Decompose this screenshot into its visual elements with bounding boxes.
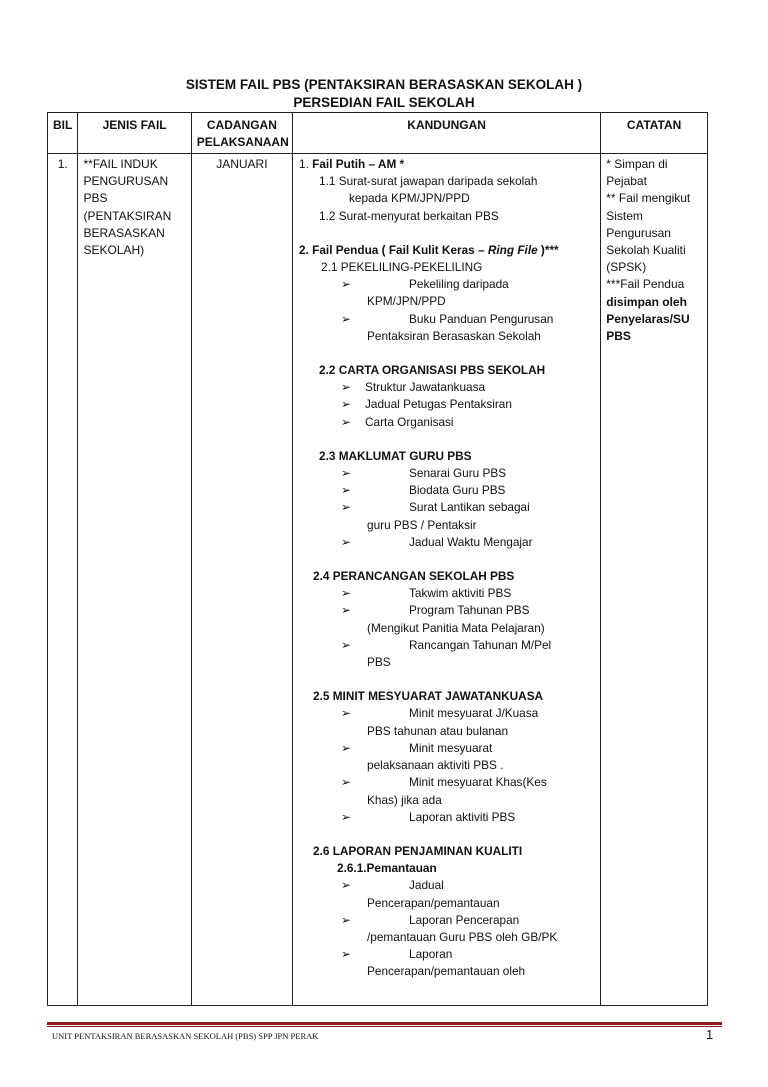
- list-item-text: Minit mesyuarat J/Kuasa: [409, 706, 539, 721]
- section-title-end: )***: [537, 242, 559, 257]
- list-item-text: Jadual: [409, 878, 444, 893]
- list-item: [297, 637, 595, 654]
- header-cadangan: [191, 113, 292, 154]
- list-item-text: Minit mesyuarat Khas(Kes: [409, 775, 547, 790]
- subsection-heading: 2.5 MINIT MESYUARAT JAWATANKUASA: [313, 689, 544, 704]
- jenis-line: PENGURUSAN: [83, 174, 169, 189]
- catatan-line: Sekolah Kualiti: [606, 243, 686, 258]
- arrow-bullet-icon: ➢: [341, 912, 351, 927]
- list-item-continuation: Pencerapan/pemantauan oleh: [367, 964, 526, 979]
- arrow-bullet-icon: ➢: [341, 534, 351, 549]
- subsection-heading: 2.4 PERANCANGAN SEKOLAH PBS: [313, 569, 515, 584]
- list-item-text: Pekeliling daripada: [409, 277, 509, 292]
- arrow-bullet-icon: ➢: [341, 500, 351, 515]
- footer-text: UNIT PENTAKSIRAN BERASASKAN SEKOLAH (PBS) SPP JPN PERAK: [52, 1031, 319, 1041]
- subsection: 1.1 Surat-surat jawapan daripada sekolah: [319, 174, 538, 189]
- list-item-continuation: pelaksanaan aktiviti PBS .: [367, 758, 504, 773]
- list-item-text: Laporan aktiviti PBS: [409, 809, 516, 824]
- header-cadangan-line2: PELAKSANAAN: [196, 135, 289, 149]
- header-bil: BIL: [48, 113, 78, 154]
- list-item-text: Laporan: [409, 947, 453, 962]
- section-title: Fail Putih – AM *: [312, 157, 405, 171]
- cell-jenis-fail: [78, 154, 191, 1006]
- list-item: [297, 946, 595, 963]
- cell-catatan: [601, 154, 708, 1006]
- arrow-bullet-icon: ➢: [341, 809, 351, 824]
- arrow-bullet-icon: ➢: [341, 947, 351, 962]
- jenis-line: **FAIL INDUK: [83, 157, 158, 171]
- sub-subsection-heading: 2.6.1.Pemantauan: [337, 861, 437, 876]
- list-item: [297, 585, 595, 602]
- cell-kandungan: [293, 154, 601, 1006]
- list-item-text: Biodata Guru PBS: [409, 483, 506, 498]
- list-item-continuation: guru PBS / Pentaksir: [367, 517, 477, 532]
- arrow-bullet-icon: ➢: [341, 706, 351, 721]
- list-item: [297, 465, 595, 482]
- arrow-bullet-icon: ➢: [341, 637, 351, 652]
- list-item-continuation: /pemantauan Guru PBS oleh GB/PK: [367, 929, 558, 944]
- list-item-continuation: Pencerapan/pemantauan: [367, 895, 500, 910]
- arrow-bullet-icon: ➢: [341, 775, 351, 790]
- catatan-line: Sistem: [606, 208, 643, 223]
- list-item-text: Program Tahunan PBS: [409, 603, 530, 618]
- section-title-row: [297, 242, 595, 259]
- list-item: [297, 499, 595, 516]
- arrow-bullet-icon: ➢: [341, 414, 351, 429]
- jenis-line: (PENTAKSIRAN: [83, 208, 172, 223]
- list-item-text: Minit mesyuarat: [409, 740, 493, 755]
- arrow-bullet-icon: ➢: [341, 311, 351, 326]
- section-title-italic: Ring File: [487, 242, 538, 257]
- catatan-line: (SPSK): [606, 260, 647, 275]
- jenis-line: BERASASKAN: [83, 225, 165, 240]
- list-item-text: Struktur Jawatankuasa: [365, 380, 486, 395]
- section-number: 2.: [299, 242, 309, 257]
- document-title: SISTEM FAIL PBS (PENTAKSIRAN BERASASKAN SEKOLAH ): [185, 77, 583, 92]
- list-item-text: Buku Panduan Pengurusan: [409, 311, 554, 326]
- catatan-line: ** Fail mengikut: [606, 191, 691, 206]
- list-item-continuation: (Mengikut Panitia Mata Pelajaran): [367, 620, 545, 635]
- list-item-text: Jadual Petugas Pentaksiran: [365, 397, 512, 412]
- list-item-text: Carta Organisasi: [365, 414, 454, 429]
- arrow-bullet-icon: ➢: [341, 878, 351, 893]
- section-title: Fail Pendua ( Fail Kulit Keras –: [312, 242, 488, 257]
- header-cadangan-line1: CADANGAN: [206, 118, 277, 132]
- list-item-text: Surat Lantikan sebagai: [409, 500, 530, 515]
- table-header-row: [48, 113, 708, 154]
- list-item-continuation: Pentaksiran Berasaskan Sekolah: [367, 328, 541, 343]
- catatan-line-bold: Penyelaras/SU: [606, 311, 690, 326]
- catatan-line-bold: PBS: [606, 329, 631, 344]
- list-item-text: Rancangan Tahunan M/Pel: [409, 637, 552, 652]
- subsection-heading: 2.6 LAPORAN PENJAMINAN KUALITI: [313, 843, 523, 858]
- arrow-bullet-icon: ➢: [341, 603, 351, 618]
- header-jenis-fail: JENIS FAIL: [78, 113, 191, 154]
- list-item: [297, 877, 595, 894]
- list-item: [297, 396, 595, 413]
- footer-rule-thin: [47, 1026, 722, 1027]
- list-item-text: Senarai Guru PBS: [409, 466, 507, 481]
- list-item: [297, 912, 595, 929]
- list-item: [297, 311, 595, 328]
- file-system-table: [47, 112, 708, 1006]
- subsection: 1.2 Surat-menyurat berkaitan PBS: [319, 208, 499, 223]
- section-number: 1.: [299, 157, 309, 171]
- catatan-line-bold: disimpan oleh: [606, 294, 687, 309]
- arrow-bullet-icon: ➢: [341, 277, 351, 292]
- jenis-line: SEKOLAH): [83, 243, 145, 258]
- list-item-continuation: Khas) jika ada: [367, 792, 442, 807]
- list-item: [297, 276, 595, 293]
- list-item: [297, 414, 595, 431]
- list-item: [297, 379, 595, 396]
- list-item: [297, 774, 595, 791]
- list-item: [297, 809, 595, 826]
- cell-bil: 1.: [48, 154, 78, 1006]
- document-subtitle: PERSEDIAN FAIL SEKOLAH: [293, 95, 475, 110]
- subsection: 2.1 PEKELILING-PEKELILING: [321, 260, 483, 275]
- arrow-bullet-icon: ➢: [341, 397, 351, 412]
- list-item-text: Takwim aktiviti PBS: [409, 586, 512, 601]
- catatan-line: [606, 276, 702, 293]
- list-item-continuation: PBS tahunan atau bulanan: [367, 723, 509, 738]
- cell-cadangan: JANUARI: [191, 154, 292, 1006]
- arrow-bullet-icon: ➢: [341, 586, 351, 601]
- arrow-bullet-icon: ➢: [341, 380, 351, 395]
- catatan-line: Pengurusan: [606, 225, 671, 240]
- list-item-continuation: PBS: [367, 655, 391, 670]
- list-item: [297, 740, 595, 757]
- subsection-heading: 2.3 MAKLUMAT GURU PBS: [319, 448, 472, 463]
- subsection-heading: 2.2 CARTA ORGANISASI PBS SEKOLAH: [319, 363, 546, 378]
- list-item: [297, 534, 595, 551]
- list-item-continuation: KPM/JPN/PPD: [367, 294, 446, 309]
- arrow-bullet-icon: ➢: [341, 466, 351, 481]
- header-kandungan: KANDUNGAN: [293, 113, 601, 154]
- table-row: [48, 154, 708, 1006]
- list-item-text: Jadual Waktu Mengajar: [409, 534, 533, 549]
- page-number: 1: [706, 1027, 714, 1042]
- list-item: [297, 602, 595, 619]
- jenis-line: PBS: [83, 191, 108, 206]
- arrow-bullet-icon: ➢: [341, 740, 351, 755]
- list-item-text: Laporan Pencerapan: [409, 912, 520, 927]
- subsection-continuation: kepada KPM/JPN/PPD: [349, 191, 470, 206]
- footer-rule-thick: [47, 1022, 722, 1025]
- catatan-line: * Simpan di: [606, 157, 668, 171]
- catatan-bold-prefix: ***Fail Pendua: [606, 277, 685, 292]
- list-item: [297, 705, 595, 722]
- list-item: [297, 482, 595, 499]
- arrow-bullet-icon: ➢: [341, 483, 351, 498]
- header-catatan: CATATAN: [601, 113, 708, 154]
- catatan-line: Pejabat: [606, 174, 647, 189]
